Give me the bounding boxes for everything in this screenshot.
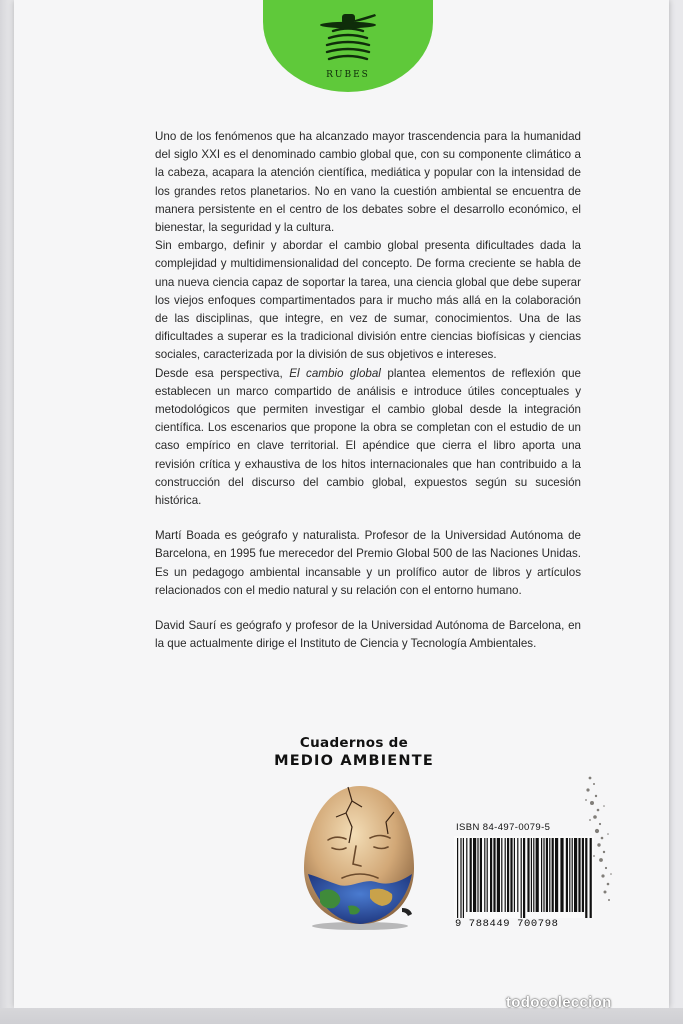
series-title [254,735,454,769]
blurb-p3-post: plantea elementos de reflexión que establecen un marco compartido de análisis e introduce útiles conceptuales y metodológicos que permiten investigar el cambio global desde la integración científica. Los escenarios que propone la obra se completan con el estudio de un caso empírico en clave territorial. El apéndice que cierra el libro aporta una revisión crítica y exhaustiva de los hitos internacionales que han contribuido a la construcción del discurso del cambio global, expuestos según su sucesión histórica. [155,366,581,508]
isbn-barcode-digits: 9 788449 700798 [455,918,559,930]
author-bio-sauri: David Saurí es geógrafo y profesor de la Universidad Autónoma de Barcelona, en la que actualmente dirige el Instituto de Ciencia y Tecnología Ambientales. [155,619,581,651]
blurb-paragraph-2: Sin embargo, definir y abordar el cambio global presenta dificultades dada la complejidad y multidimensionalidad del concepto. De forma creciente se habla de una nueva ciencia capaz de soportar la tarea, una ciencia global que debe superar los viejos enfoques compartimentados para ir mucho más allá en la colaboración de las disciplinas, que integre, en vez de sumar, conocimientos. Una de las dificultades a superar es la tradicional división entre ciencias biofísicas y ciencias sociales, caracterizada por la división de sus objetivos e intereses. [155,239,581,362]
cover-stain-mark [570,770,620,910]
blurb-p3-pre: Desde esa perspectiva, [155,366,290,380]
site-watermark: todocoleccion [506,994,612,1011]
isbn-label: ISBN 84-497-0079-5 [456,822,551,833]
book-title-inline: El cambio global [289,366,381,380]
back-cover-blurb [155,128,581,653]
publisher-logo [263,0,433,92]
author-bio-boada: Martí Boada es geógrafo y naturalista. Profesor de la Universidad Autónoma de Barcelona, en 1995 fue merecedor del Premio Global 500 de las Naciones Unidas. Es un pedagogo ambiental incansable y un prolífico autor de libros y artículos relacionados con el medio natural y su relación con el entorno humano. [155,529,581,597]
blurb-paragraph-3 [155,365,581,511]
cracked-egg-earth-illustration [290,782,425,932]
series-title-line-1: Cuadernos de [299,735,409,751]
book-spine-shadow [0,0,14,1024]
blurb-paragraph-1: Uno de los fenómenos que ha alcanzado mayor trascendencia para la humanidad del siglo XXI es el denominado cambio global que, con su componente climático a la cabeza, acapara la atención científica, mediática y popular con la intensidad de los grandes retos planetarios. No en vano la cuestión ambiental se encuentra de manera persistente en el centro de los debates sobre el desarrollo económico, el bienestar, la seguridad y la cultura. [155,130,581,235]
publisher-name: RUBES [326,70,370,80]
series-title-line-2: MEDIO AMBIENTE [274,753,434,769]
